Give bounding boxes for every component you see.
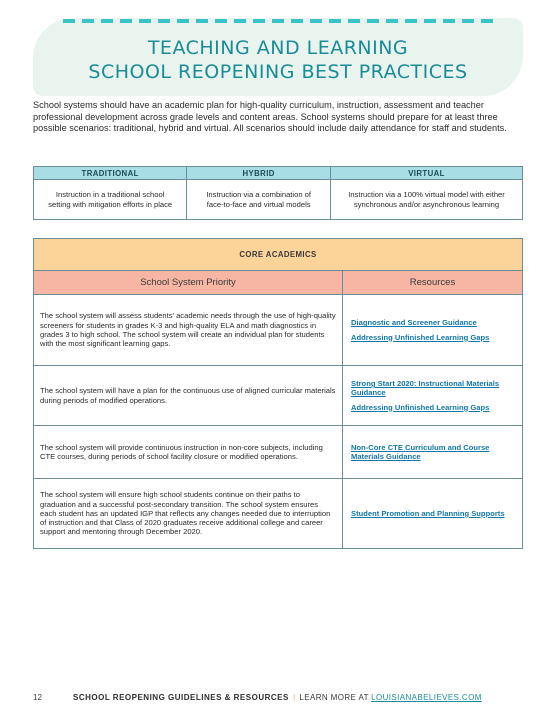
title-line-1: TEACHING AND LEARNING <box>147 37 409 59</box>
footer-separator: | <box>293 693 296 702</box>
virtual-description: Instruction via a 100% virtual model with either synchronous and/or asynchronous learning <box>331 180 523 220</box>
diagnostic-screener-guidance-link[interactable]: Diagnostic and Screener Guidance <box>351 318 477 328</box>
table-row <box>34 426 523 479</box>
core-column-header-row <box>34 271 523 295</box>
strong-start-instructional-materials-link[interactable]: Strong Start 2020: Instructional Materials Guidance <box>351 379 500 398</box>
student-promotion-planning-supports-link[interactable]: Student Promotion and Planning Supports <box>351 508 505 518</box>
addressing-unfinished-learning-gaps-link[interactable]: Addressing Unfinished Learning Gaps <box>351 402 490 412</box>
priority-text: The school system will ensure high school students continue on their paths to graduation and a successful post-secondary transition. The school system ensures each student has an updated IGP that reflects any changes needed due to interruption of instruction and that Class of 2020 graduates receive additional college and career support and mentoring through December 2020. <box>34 479 343 549</box>
footer-title: SCHOOL REOPENING GUIDELINES & RESOURCES <box>73 693 289 702</box>
page-title <box>33 36 523 84</box>
title-line-2: SCHOOL REOPENING BEST PRACTICES <box>88 61 468 83</box>
resources-cell <box>343 366 523 426</box>
table-row <box>34 366 523 426</box>
non-core-cte-curriculum-link[interactable]: Non-Core CTE Curriculum and Course Materials Guidance <box>351 442 490 461</box>
resources-cell <box>343 479 523 549</box>
scenarios-header-row <box>34 167 523 180</box>
scenarios-body-row <box>34 180 523 220</box>
core-academics-table <box>33 238 523 549</box>
footer-learn-more: LEARN MORE AT <box>299 693 369 702</box>
page-number: 12 <box>33 693 42 702</box>
scenarios-table <box>33 166 523 220</box>
priority-column-header: School System Priority <box>34 271 343 295</box>
hybrid-description: Instruction via a combination of face-to-face and virtual models <box>187 180 331 220</box>
resources-cell <box>343 426 523 479</box>
priority-text: The school system will provide continuous instruction in non-core subjects, including CTE courses, during periods of school facility closure or modified operations. <box>34 426 343 479</box>
header-hybrid: HYBRID <box>187 167 331 180</box>
louisiana-believes-link[interactable]: LOUISIANABELIEVES.COM <box>371 693 482 702</box>
header-traditional: TRADITIONAL <box>34 167 187 180</box>
table-row <box>34 479 523 549</box>
resources-column-header: Resources <box>343 271 523 295</box>
traditional-description: Instruction in a traditional school setting with mitigation efforts in place <box>34 180 187 220</box>
intro-paragraph: School systems should have an academic plan for high-quality curriculum, instruction, assessment and teacher professional development across grade levels and content areas. School systems should prepare for at least three possible scenarios: traditional, hybrid and virtual. All scenarios should include daily attendance for staff and students. <box>33 100 507 133</box>
page-footer <box>33 692 523 704</box>
priority-text: The school system will assess students' academic needs through the use of high-quality screeners for students in grades K-3 and high-quality ELA and math diagnostics in grades 3 to high school. The school system will create an individual plan for students with the most significant learning gaps. <box>34 295 343 366</box>
table-row <box>34 295 523 366</box>
addressing-unfinished-learning-gaps-link[interactable]: Addressing Unfinished Learning Gaps <box>351 332 490 342</box>
decorative-dashed-line <box>63 19 493 23</box>
header-virtual: VIRTUAL <box>331 167 523 180</box>
core-title-row <box>34 239 523 271</box>
core-academics-title: CORE ACADEMICS <box>34 239 523 271</box>
priority-text: The school system will have a plan for the continuous use of aligned curricular materials during periods of modified operations. <box>34 366 343 426</box>
resources-cell <box>343 295 523 366</box>
